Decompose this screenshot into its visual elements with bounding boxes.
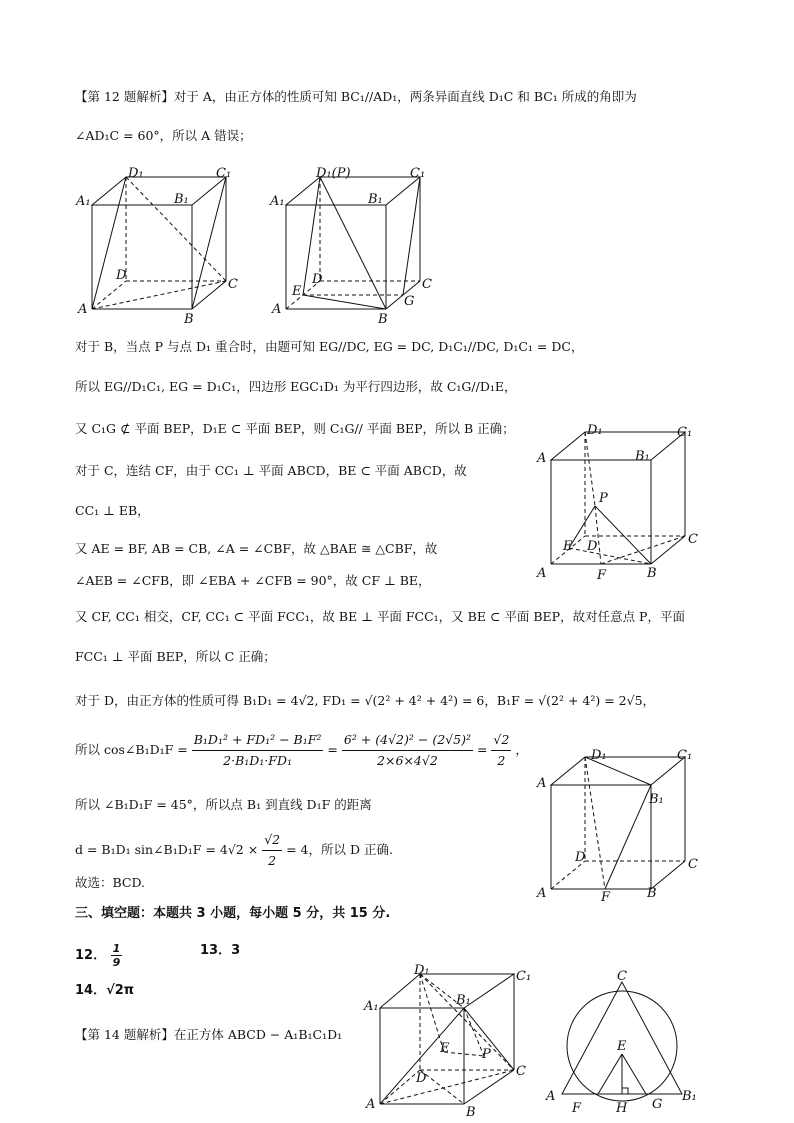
label-E: E <box>617 1039 627 1054</box>
text-line-6: 对于 C，连结 CF，由于 CC₁ ⊥ 平面 ABCD，BE ⊂ 平面 ABCD，故 <box>75 463 467 478</box>
answer-14: 14．√2π <box>75 983 135 998</box>
answer-12-den: 9 <box>112 956 121 969</box>
label-B1: B₁ <box>682 1089 697 1104</box>
text-line-11: FCC₁ ⊥ 平面 BEP，所以 C 正确； <box>75 649 276 664</box>
text-line-5: 又 C₁G ⊄ 平面 BEP，D₁E ⊂ 平面 BEP，则 C₁G// 平面 BEP，所以 B 正确； <box>75 421 515 436</box>
label-A1: A <box>537 451 547 466</box>
fraction-2-den: 2×6×4√2 <box>377 753 438 768</box>
label-P: P <box>599 491 608 506</box>
label-G: G <box>652 1097 663 1112</box>
label-B: B <box>184 312 194 327</box>
label-C: C <box>422 277 432 292</box>
label-D1: D₁ <box>587 423 603 438</box>
text-line-16: 故选：BCD. <box>75 875 146 890</box>
fraction-1-num: B₁D₁² + FD₁² − B₁F² <box>192 730 324 751</box>
text-line-3: 对于 B，当点 P 与点 D₁ 重合时，由题可知 EG//DC, EG = DC, D₁C₁//DC, D₁C₁ = DC， <box>75 339 584 354</box>
answer-12-label: 12． <box>75 948 107 963</box>
fraction-1-den: 2·B₁D₁·FD₁ <box>223 753 292 768</box>
label-C1: C₁ <box>677 748 693 763</box>
fraction-4-num: √2 <box>262 830 282 851</box>
answer-13: 13．3 <box>200 943 241 958</box>
figure-cube-1 <box>76 165 246 325</box>
label-D: D <box>416 1071 427 1086</box>
label-B1: B₁ <box>174 192 189 207</box>
label-A: A <box>272 302 282 317</box>
cos-formula-line <box>75 730 528 771</box>
label-B: B <box>466 1105 476 1120</box>
label-C: C <box>228 277 238 292</box>
label-P: P <box>482 1047 491 1062</box>
label-B: B <box>647 566 657 581</box>
text-line-1: 【第 12 题解析】对于 A，由正方体的性质可知 BC₁//AD₁，两条异面直线 D₁C 和 BC₁ 所成的角即为 <box>75 89 637 104</box>
label-F: F <box>572 1101 582 1116</box>
text-line-12: 对于 D，由正方体的性质可得 B₁D₁ = 4√2, FD₁ = √(2² + 4² + 4²) = 6，B₁F = √(2² + 4²) = 2√5， <box>75 693 656 708</box>
figure-cube-5 <box>364 960 539 1118</box>
label-D1-P: D₁(P) <box>316 166 351 181</box>
text-line-8: 又 AE = BF, AB = CB, ∠A = ∠CBF，故 △BAE ≅ △CBF，故 <box>75 541 438 556</box>
distance-formula-line <box>75 830 393 871</box>
label-D1: D₁ <box>128 166 144 181</box>
label-C1: C₁ <box>677 425 693 440</box>
label-C1: C₁ <box>516 969 532 984</box>
section-heading: 三、填空题：本题共 3 小题，每小题 5 分，共 15 分. <box>75 906 391 921</box>
label-A: A <box>366 1097 376 1112</box>
text-line-18: 【第 14 题解析】在正方体 ABCD − A₁B₁C₁D₁ <box>75 1027 343 1042</box>
label-D: D <box>587 539 598 554</box>
label-A1: A₁ <box>364 999 379 1014</box>
label-D: D <box>116 268 127 283</box>
label-C: C <box>617 969 627 984</box>
label-A1: A₁ <box>270 194 285 209</box>
label-A: A <box>537 566 547 581</box>
fraction-2 <box>342 730 473 771</box>
label-E: E <box>292 284 302 299</box>
fraction-3 <box>491 730 511 771</box>
label-B1: B₁ <box>456 993 471 1008</box>
label-D: D <box>312 272 323 287</box>
label-C: C <box>688 532 698 547</box>
equals-2: = <box>476 742 488 757</box>
answer-12-num: 1 <box>112 942 121 955</box>
cos-label: 所以 cos∠B₁D₁F = <box>75 742 188 757</box>
label-E: E <box>440 1041 450 1056</box>
figure-circle-triangle <box>540 970 705 1120</box>
fraction-3-den: 2 <box>497 753 506 768</box>
label-E: E <box>563 539 573 554</box>
label-G: G <box>404 294 415 309</box>
label-F: F <box>597 568 607 583</box>
fraction-2-num: 6² + (4√2)² − (2√5)² <box>342 730 473 751</box>
label-A: A <box>546 1089 556 1104</box>
text-line-9: ∠AEB = ∠CFB，即 ∠EBA + ∠CFB = 90°，故 CF ⊥ BE， <box>75 573 431 588</box>
answer-12 <box>75 942 122 969</box>
comma: ， <box>515 742 528 757</box>
label-A: A <box>78 302 88 317</box>
fraction-3-num: √2 <box>491 730 511 751</box>
label-D: D <box>575 850 586 865</box>
figure-cube-2 <box>270 165 440 325</box>
distance-label: d = B₁D₁ sin∠B₁D₁F = 4√2 × <box>75 842 259 857</box>
label-B: B <box>378 312 388 327</box>
distance-result: = 4，所以 D 正确. <box>286 842 393 857</box>
label-C1: C₁ <box>410 166 426 181</box>
label-H: H <box>616 1101 628 1116</box>
label-C1: C₁ <box>216 166 232 181</box>
label-C: C <box>516 1064 526 1079</box>
label-A1: A <box>537 776 547 791</box>
label-C: C <box>688 857 698 872</box>
label-A1: A₁ <box>76 194 91 209</box>
fraction-4-den: 2 <box>268 853 277 868</box>
figure-cube-4 <box>535 745 710 905</box>
text-line-10: 又 CF, CC₁ 相交，CF, CC₁ ⊂ 平面 FCC₁，故 BE ⊥ 平面 FCC₁，又 BE ⊂ 平面 BEP，故对任意点 P，平面 <box>75 609 685 624</box>
label-A: A <box>537 886 547 901</box>
text-line-4: 所以 EG//D₁C₁, EG = D₁C₁，四边形 EGC₁D₁ 为平行四边形，故 C₁G//D₁E， <box>75 379 517 394</box>
label-B: B <box>647 886 657 901</box>
label-D1: D₁ <box>414 963 430 978</box>
text-line-14: 所以 ∠B₁D₁F = 45°，所以点 B₁ 到直线 D₁F 的距离 <box>75 797 372 812</box>
figure-cube-3 <box>535 420 710 585</box>
text-line-7: CC₁ ⊥ EB， <box>75 503 150 518</box>
label-D1: D₁ <box>591 748 607 763</box>
equals-1: = <box>327 742 338 757</box>
fraction-1 <box>192 730 324 771</box>
label-F: F <box>601 890 611 905</box>
answer-12-fraction <box>111 942 123 969</box>
label-B1: B₁ <box>649 792 664 807</box>
fraction-4 <box>262 830 282 871</box>
text-line-2: ∠AD₁C = 60°，所以 A 错误； <box>75 128 252 143</box>
label-B1: B₁ <box>368 192 383 207</box>
label-B1: B₁ <box>635 449 650 464</box>
